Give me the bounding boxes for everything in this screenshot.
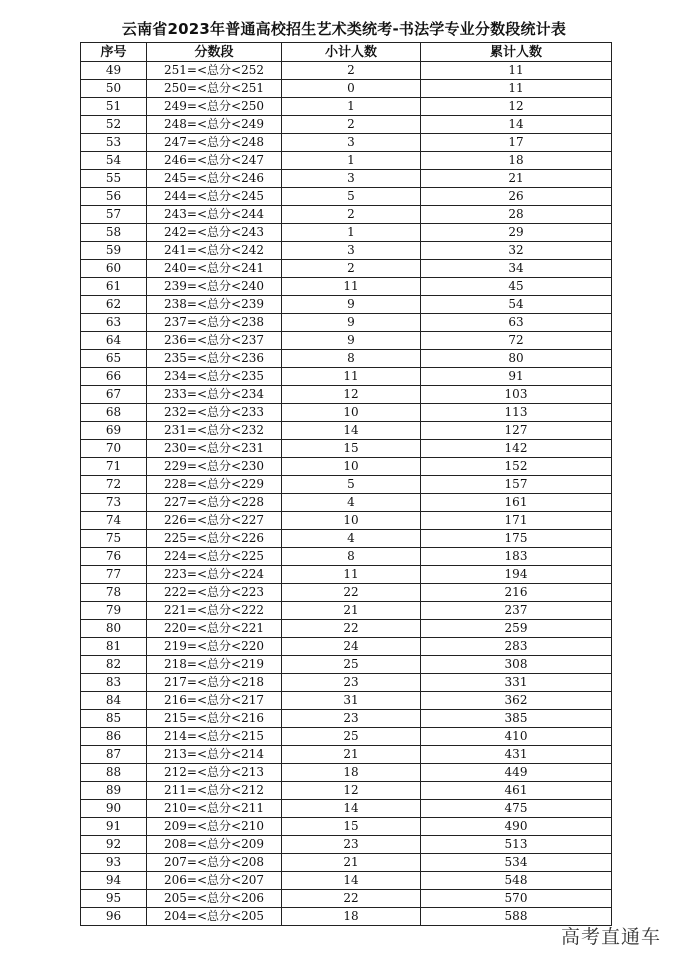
cell-score-range: 229=<总分<230 xyxy=(147,458,282,476)
cell-cumulative: 513 xyxy=(421,836,612,854)
cell-subtotal: 23 xyxy=(282,710,421,728)
cell-subtotal: 0 xyxy=(282,80,421,98)
cell-cumulative: 449 xyxy=(421,764,612,782)
page-title: 云南省2023年普通高校招生艺术类统考-书法学专业分数段统计表 xyxy=(121,20,567,38)
table-row xyxy=(81,548,612,566)
cell-index: 90 xyxy=(81,800,147,818)
cell-index: 61 xyxy=(81,278,147,296)
table-row xyxy=(81,314,612,332)
cell-subtotal: 14 xyxy=(282,800,421,818)
table-row xyxy=(81,404,612,422)
cell-cumulative: 91 xyxy=(421,368,612,386)
table-row xyxy=(81,116,612,134)
cell-subtotal: 1 xyxy=(282,98,421,116)
cell-cumulative: 72 xyxy=(421,332,612,350)
cell-index: 60 xyxy=(81,260,147,278)
table-row xyxy=(81,422,612,440)
cell-score-range: 205=<总分<206 xyxy=(147,890,282,908)
table-row xyxy=(81,836,612,854)
cell-score-range: 248=<总分<249 xyxy=(147,116,282,134)
cell-cumulative: 17 xyxy=(421,134,612,152)
cell-cumulative: 142 xyxy=(421,440,612,458)
cell-subtotal: 8 xyxy=(282,350,421,368)
cell-index: 77 xyxy=(81,566,147,584)
cell-subtotal: 11 xyxy=(282,278,421,296)
table-row xyxy=(81,260,612,278)
table-row xyxy=(81,350,612,368)
cell-score-range: 241=<总分<242 xyxy=(147,242,282,260)
header-cumulative: 累计人数 xyxy=(421,43,612,62)
cell-subtotal: 1 xyxy=(282,152,421,170)
cell-score-range: 225=<总分<226 xyxy=(147,530,282,548)
cell-index: 96 xyxy=(81,908,147,926)
table-row xyxy=(81,98,612,116)
cell-subtotal: 14 xyxy=(282,422,421,440)
cell-index: 71 xyxy=(81,458,147,476)
cell-score-range: 246=<总分<247 xyxy=(147,152,282,170)
cell-score-range: 232=<总分<233 xyxy=(147,404,282,422)
cell-score-range: 206=<总分<207 xyxy=(147,872,282,890)
cell-subtotal: 5 xyxy=(282,476,421,494)
cell-cumulative: 12 xyxy=(421,98,612,116)
cell-score-range: 217=<总分<218 xyxy=(147,674,282,692)
cell-cumulative: 534 xyxy=(421,854,612,872)
table-row xyxy=(81,476,612,494)
cell-subtotal: 5 xyxy=(282,188,421,206)
cell-cumulative: 152 xyxy=(421,458,612,476)
cell-subtotal: 12 xyxy=(282,782,421,800)
cell-score-range: 210=<总分<211 xyxy=(147,800,282,818)
cell-cumulative: 80 xyxy=(421,350,612,368)
cell-cumulative: 63 xyxy=(421,314,612,332)
cell-cumulative: 362 xyxy=(421,692,612,710)
cell-subtotal: 22 xyxy=(282,584,421,602)
cell-cumulative: 490 xyxy=(421,818,612,836)
cell-score-range: 222=<总分<223 xyxy=(147,584,282,602)
table-row xyxy=(81,170,612,188)
table-row xyxy=(81,494,612,512)
cell-subtotal: 10 xyxy=(282,458,421,476)
table-row xyxy=(81,620,612,638)
cell-subtotal: 14 xyxy=(282,872,421,890)
cell-subtotal: 4 xyxy=(282,530,421,548)
watermark: 高考直通车 xyxy=(560,926,661,948)
cell-subtotal: 3 xyxy=(282,242,421,260)
cell-score-range: 208=<总分<209 xyxy=(147,836,282,854)
cell-cumulative: 194 xyxy=(421,566,612,584)
cell-cumulative: 11 xyxy=(421,62,612,80)
cell-index: 75 xyxy=(81,530,147,548)
header-subtotal: 小计人数 xyxy=(282,43,421,62)
table-row xyxy=(81,62,612,80)
cell-subtotal: 25 xyxy=(282,728,421,746)
table-row xyxy=(81,440,612,458)
cell-subtotal: 9 xyxy=(282,296,421,314)
table-row xyxy=(81,728,612,746)
cell-index: 79 xyxy=(81,602,147,620)
table-row xyxy=(81,854,612,872)
cell-score-range: 251=<总分<252 xyxy=(147,62,282,80)
table-row xyxy=(81,134,612,152)
cell-cumulative: 475 xyxy=(421,800,612,818)
cell-subtotal: 21 xyxy=(282,854,421,872)
table-row xyxy=(81,908,612,926)
cell-subtotal: 18 xyxy=(282,764,421,782)
cell-score-range: 233=<总分<234 xyxy=(147,386,282,404)
cell-score-range: 216=<总分<217 xyxy=(147,692,282,710)
cell-cumulative: 216 xyxy=(421,584,612,602)
cell-score-range: 212=<总分<213 xyxy=(147,764,282,782)
cell-score-range: 224=<总分<225 xyxy=(147,548,282,566)
cell-index: 54 xyxy=(81,152,147,170)
cell-score-range: 228=<总分<229 xyxy=(147,476,282,494)
cell-score-range: 247=<总分<248 xyxy=(147,134,282,152)
cell-score-range: 239=<总分<240 xyxy=(147,278,282,296)
cell-score-range: 243=<总分<244 xyxy=(147,206,282,224)
cell-subtotal: 11 xyxy=(282,566,421,584)
table-row xyxy=(81,674,612,692)
cell-subtotal: 2 xyxy=(282,62,421,80)
cell-index: 78 xyxy=(81,584,147,602)
cell-index: 62 xyxy=(81,296,147,314)
cell-cumulative: 45 xyxy=(421,278,612,296)
table-row xyxy=(81,386,612,404)
table-row xyxy=(81,368,612,386)
cell-score-range: 236=<总分<237 xyxy=(147,332,282,350)
cell-cumulative: 21 xyxy=(421,170,612,188)
cell-cumulative: 331 xyxy=(421,674,612,692)
cell-index: 49 xyxy=(81,62,147,80)
cell-subtotal: 12 xyxy=(282,386,421,404)
cell-score-range: 215=<总分<216 xyxy=(147,710,282,728)
cell-subtotal: 22 xyxy=(282,890,421,908)
cell-subtotal: 15 xyxy=(282,440,421,458)
cell-score-range: 245=<总分<246 xyxy=(147,170,282,188)
table-row xyxy=(81,602,612,620)
cell-index: 85 xyxy=(81,710,147,728)
cell-index: 87 xyxy=(81,746,147,764)
cell-score-range: 234=<总分<235 xyxy=(147,368,282,386)
cell-subtotal: 1 xyxy=(282,224,421,242)
table-header-row xyxy=(81,43,612,62)
cell-score-range: 214=<总分<215 xyxy=(147,728,282,746)
table-row xyxy=(81,458,612,476)
table-row xyxy=(81,764,612,782)
cell-index: 55 xyxy=(81,170,147,188)
table-row xyxy=(81,152,612,170)
cell-index: 53 xyxy=(81,134,147,152)
cell-index: 73 xyxy=(81,494,147,512)
cell-subtotal: 23 xyxy=(282,674,421,692)
cell-cumulative: 171 xyxy=(421,512,612,530)
cell-cumulative: 29 xyxy=(421,224,612,242)
cell-index: 56 xyxy=(81,188,147,206)
cell-cumulative: 32 xyxy=(421,242,612,260)
cell-index: 92 xyxy=(81,836,147,854)
cell-cumulative: 175 xyxy=(421,530,612,548)
cell-score-range: 244=<总分<245 xyxy=(147,188,282,206)
table-row xyxy=(81,566,612,584)
cell-cumulative: 157 xyxy=(421,476,612,494)
cell-score-range: 237=<总分<238 xyxy=(147,314,282,332)
cell-index: 57 xyxy=(81,206,147,224)
table-row xyxy=(81,890,612,908)
cell-index: 68 xyxy=(81,404,147,422)
cell-score-range: 221=<总分<222 xyxy=(147,602,282,620)
cell-subtotal: 9 xyxy=(282,314,421,332)
cell-index: 69 xyxy=(81,422,147,440)
table-row xyxy=(81,206,612,224)
header-score-range: 分数段 xyxy=(147,43,282,62)
cell-cumulative: 431 xyxy=(421,746,612,764)
cell-score-range: 242=<总分<243 xyxy=(147,224,282,242)
cell-cumulative: 28 xyxy=(421,206,612,224)
cell-index: 82 xyxy=(81,656,147,674)
cell-index: 84 xyxy=(81,692,147,710)
cell-cumulative: 570 xyxy=(421,890,612,908)
cell-cumulative: 26 xyxy=(421,188,612,206)
table-row xyxy=(81,872,612,890)
cell-index: 51 xyxy=(81,98,147,116)
cell-index: 59 xyxy=(81,242,147,260)
cell-subtotal: 21 xyxy=(282,602,421,620)
cell-score-range: 218=<总分<219 xyxy=(147,656,282,674)
table-row xyxy=(81,800,612,818)
cell-subtotal: 10 xyxy=(282,404,421,422)
header-index: 序号 xyxy=(81,43,147,62)
cell-score-range: 213=<总分<214 xyxy=(147,746,282,764)
cell-index: 89 xyxy=(81,782,147,800)
cell-index: 95 xyxy=(81,890,147,908)
cell-subtotal: 4 xyxy=(282,494,421,512)
cell-score-range: 231=<总分<232 xyxy=(147,422,282,440)
table-row xyxy=(81,224,612,242)
cell-subtotal: 9 xyxy=(282,332,421,350)
cell-index: 80 xyxy=(81,620,147,638)
table-row xyxy=(81,710,612,728)
cell-cumulative: 113 xyxy=(421,404,612,422)
cell-cumulative: 385 xyxy=(421,710,612,728)
cell-cumulative: 127 xyxy=(421,422,612,440)
cell-score-range: 209=<总分<210 xyxy=(147,818,282,836)
cell-index: 52 xyxy=(81,116,147,134)
table-body xyxy=(81,62,612,926)
cell-subtotal: 21 xyxy=(282,746,421,764)
cell-index: 81 xyxy=(81,638,147,656)
table-row xyxy=(81,638,612,656)
cell-subtotal: 18 xyxy=(282,908,421,926)
cell-subtotal: 15 xyxy=(282,818,421,836)
cell-cumulative: 259 xyxy=(421,620,612,638)
cell-cumulative: 237 xyxy=(421,602,612,620)
cell-score-range: 250=<总分<251 xyxy=(147,80,282,98)
cell-score-range: 204=<总分<205 xyxy=(147,908,282,926)
cell-subtotal: 8 xyxy=(282,548,421,566)
table-row xyxy=(81,296,612,314)
score-distribution-table xyxy=(80,42,612,926)
cell-subtotal: 22 xyxy=(282,620,421,638)
table-row xyxy=(81,530,612,548)
cell-index: 86 xyxy=(81,728,147,746)
cell-subtotal: 2 xyxy=(282,206,421,224)
cell-score-range: 220=<总分<221 xyxy=(147,620,282,638)
cell-cumulative: 283 xyxy=(421,638,612,656)
cell-cumulative: 308 xyxy=(421,656,612,674)
cell-cumulative: 54 xyxy=(421,296,612,314)
cell-index: 63 xyxy=(81,314,147,332)
cell-cumulative: 588 xyxy=(421,908,612,926)
cell-subtotal: 3 xyxy=(282,170,421,188)
cell-cumulative: 461 xyxy=(421,782,612,800)
table-row xyxy=(81,656,612,674)
cell-index: 83 xyxy=(81,674,147,692)
table-row xyxy=(81,188,612,206)
cell-subtotal: 3 xyxy=(282,134,421,152)
cell-score-range: 211=<总分<212 xyxy=(147,782,282,800)
table-row xyxy=(81,746,612,764)
cell-index: 66 xyxy=(81,368,147,386)
cell-index: 70 xyxy=(81,440,147,458)
cell-cumulative: 548 xyxy=(421,872,612,890)
cell-cumulative: 183 xyxy=(421,548,612,566)
cell-score-range: 227=<总分<228 xyxy=(147,494,282,512)
table-row xyxy=(81,584,612,602)
cell-cumulative: 161 xyxy=(421,494,612,512)
cell-index: 94 xyxy=(81,872,147,890)
cell-score-range: 230=<总分<231 xyxy=(147,440,282,458)
table-row xyxy=(81,818,612,836)
cell-subtotal: 11 xyxy=(282,368,421,386)
cell-cumulative: 11 xyxy=(421,80,612,98)
cell-cumulative: 34 xyxy=(421,260,612,278)
cell-score-range: 207=<总分<208 xyxy=(147,854,282,872)
cell-cumulative: 14 xyxy=(421,116,612,134)
cell-subtotal: 10 xyxy=(282,512,421,530)
cell-subtotal: 23 xyxy=(282,836,421,854)
cell-cumulative: 18 xyxy=(421,152,612,170)
cell-cumulative: 410 xyxy=(421,728,612,746)
cell-subtotal: 25 xyxy=(282,656,421,674)
cell-score-range: 235=<总分<236 xyxy=(147,350,282,368)
cell-score-range: 238=<总分<239 xyxy=(147,296,282,314)
table-row xyxy=(81,512,612,530)
cell-index: 65 xyxy=(81,350,147,368)
cell-subtotal: 31 xyxy=(282,692,421,710)
cell-score-range: 249=<总分<250 xyxy=(147,98,282,116)
table-row xyxy=(81,278,612,296)
cell-index: 58 xyxy=(81,224,147,242)
cell-cumulative: 103 xyxy=(421,386,612,404)
cell-index: 93 xyxy=(81,854,147,872)
cell-index: 91 xyxy=(81,818,147,836)
cell-subtotal: 2 xyxy=(282,116,421,134)
table-row xyxy=(81,242,612,260)
cell-score-range: 240=<总分<241 xyxy=(147,260,282,278)
cell-subtotal: 24 xyxy=(282,638,421,656)
table-row xyxy=(81,80,612,98)
cell-index: 67 xyxy=(81,386,147,404)
cell-index: 72 xyxy=(81,476,147,494)
table-row xyxy=(81,692,612,710)
cell-index: 50 xyxy=(81,80,147,98)
cell-score-range: 223=<总分<224 xyxy=(147,566,282,584)
table-row xyxy=(81,782,612,800)
cell-index: 88 xyxy=(81,764,147,782)
cell-index: 64 xyxy=(81,332,147,350)
cell-subtotal: 2 xyxy=(282,260,421,278)
cell-score-range: 219=<总分<220 xyxy=(147,638,282,656)
cell-index: 76 xyxy=(81,548,147,566)
table-row xyxy=(81,332,612,350)
cell-score-range: 226=<总分<227 xyxy=(147,512,282,530)
cell-index: 74 xyxy=(81,512,147,530)
